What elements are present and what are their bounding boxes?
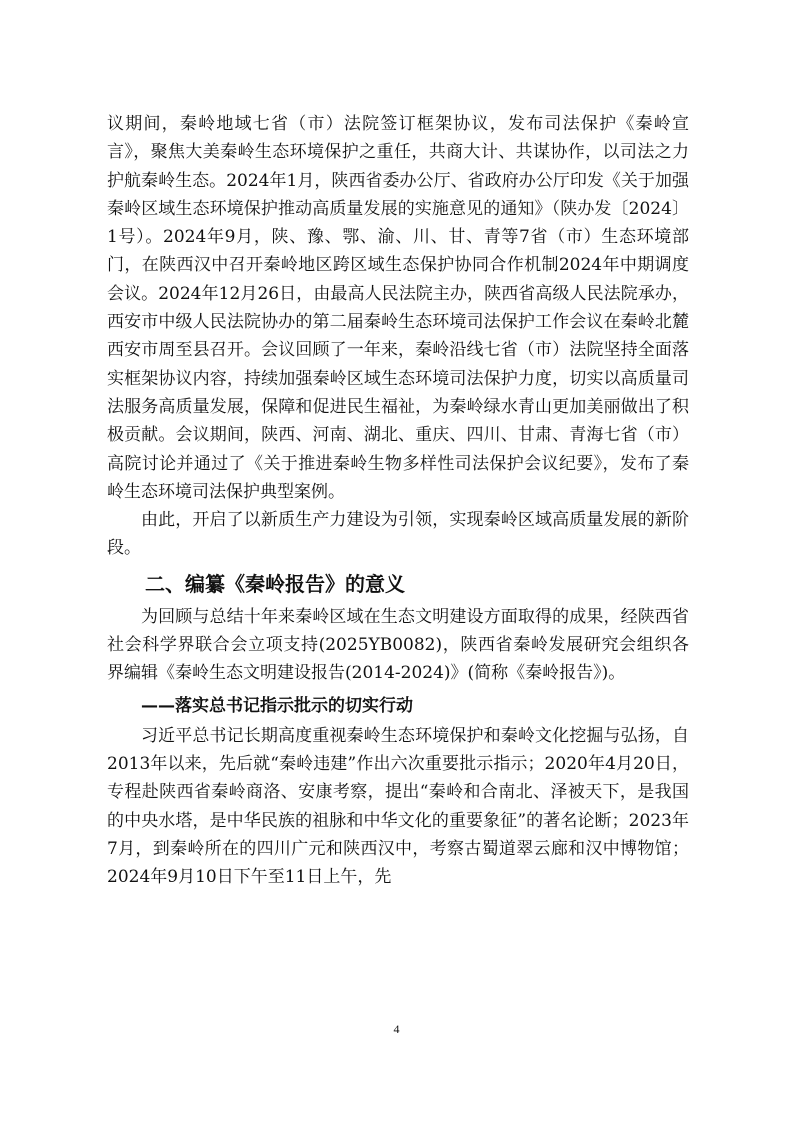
page-content — [107, 110, 689, 891]
paragraph-report-purpose: 为回顾与总结十年来秦岭区域在生态文明建设方面取得的成果，经陕西省社会科学界联合会立项支持(2025YB0082)，陕西省秦岭发展研究会组织各界编辑《秦岭生态文明建设报告(2014-2024)》(简称《秦岭报告》)。 — [107, 606, 689, 684]
paragraph-instructions: 习近平总书记长期高度重视秦岭生态环境保护和秦岭文化挖掘与弘扬，自2013年以来，先后就“秦岭违建”作出六次重要批示指示；2020年4月20日，专程赴陕西省秦岭商洛、安康考察，提出“秦岭和合南北、泽被天下，是我国的中央水塔，是中华民族的祖脉和中华文化的重要象征”的著名论断；2023年7月，到秦岭所在的四川广元和陕西汉中，考察古蜀道翠云廊和汉中博物馆；2024年9月10日下午至11日上午，先 — [107, 725, 689, 888]
paragraph-new-stage: 由此，开启了以新质生产力建设为引领，实现秦岭区域高质量发展的新阶段。 — [107, 510, 689, 559]
paragraph-continuation: 议期间，秦岭地域七省（市）法院签订框架协议，发布司法保护《秦岭宣言》，聚焦大美秦岭生态环境保护之重任，共商大计、共谋协作，以司法之力护航秦岭生态。2024年1月，陕西省委办公厅、省政府办公厅印发《关于加强秦岭区域生态环境保护推动高质量发展的实施意见的通知》（陕办发〔2024〕1号）。2024年9月，陕、豫、鄂、渝、川、甘、青等7省（市）生态环境部门，在陕西汉中召开秦岭地区跨区域生态保护协同合作机制2024年中期调度会议。2024年12月26日，由最高人民法院主办，陕西省高级人民法院承办，西安市中级人民法院协办的第二届秦岭生态环境司法保护工作会议在秦岭北麓西安市周至县召开。会议回顾了一年来，秦岭沿线七省（市）法院坚持全面落实框架协议内容，持续加强秦岭区域生态环境司法保护力度，切实以高质量司法服务高质量发展，保障和促进民生福祉，为秦岭绿水青山更加美丽做出了积极贡献。会议期间，陕西、河南、湖北、重庆、四川、甘肃、青海七省（市）高院讨论并通过了《关于推进秦岭生物多样性司法保护会议纪要》，发布了秦岭生态环境司法保护典型案例。 — [107, 114, 689, 502]
page-number: 4 — [393, 1022, 400, 1036]
subsection-heading: ——落实总书记指示批示的切实行动 — [141, 695, 413, 716]
section-heading: 二、编纂《秦岭报告》的意义 — [145, 571, 405, 596]
